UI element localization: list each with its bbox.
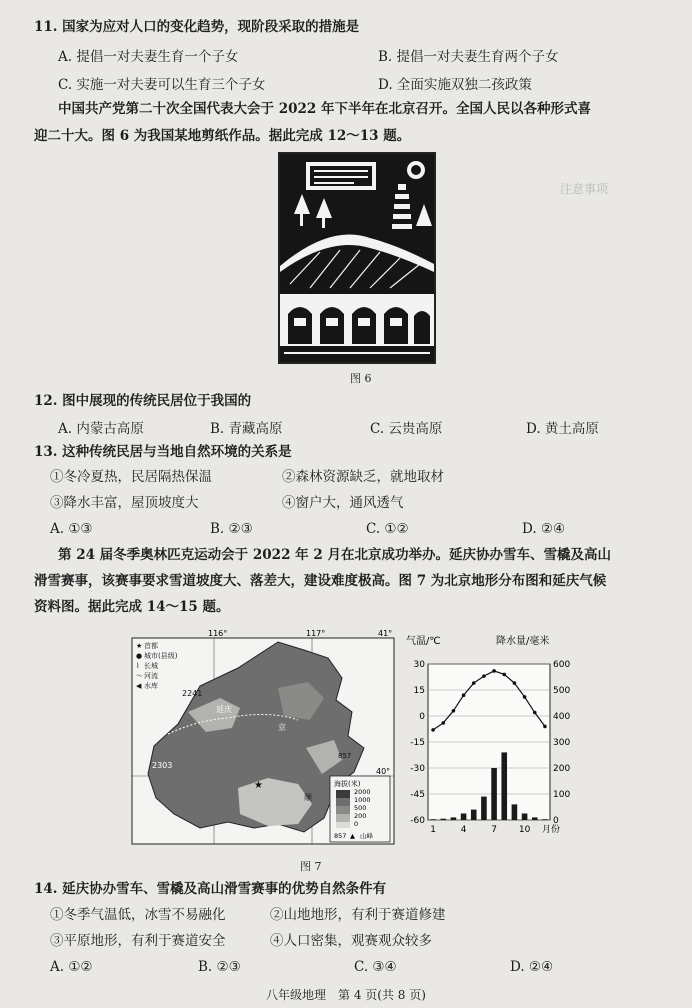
papercut-artwork (280, 154, 434, 362)
map-lat-41: 41° (378, 629, 393, 638)
elev-tick-1000: 1000 (354, 796, 371, 804)
q13-option-c: C. ①② (366, 521, 409, 537)
beijing-terrain-map (128, 628, 400, 850)
map-legend-city: 城市(县级) (144, 652, 178, 660)
q14-option-b: B. ②③ (198, 959, 241, 975)
map-elev-2303: 2303 (152, 761, 173, 770)
svg-text:●: ● (136, 652, 143, 660)
q13-option-d: D. ②④ (522, 521, 566, 537)
q13-option-a: A. ①③ (50, 521, 93, 537)
q13-option-b: B. ②③ (210, 521, 253, 537)
precip-bar (461, 814, 467, 821)
papercut-image (278, 152, 436, 364)
x-axis-label: 月份 (542, 825, 561, 835)
intro14-line1: 第 24 届冬季奥林匹克运动会于 2022 年 2 月在北京成功举办。延庆协办雪车、雪橇及高山 (58, 547, 611, 563)
map-svg (128, 628, 400, 850)
precip-bar (440, 819, 446, 820)
yanqing-climate-chart (404, 634, 576, 854)
map-label-yanqing: 延庆 (216, 705, 232, 714)
q12-option-b: B. 青藏高原 (210, 421, 283, 437)
right-tick-label: 500 (553, 686, 571, 696)
elev-tick-0: 0 (354, 820, 359, 828)
x-tick-label: 7 (491, 825, 497, 835)
q11-option-b: B. 提倡一对夫妻生育两个子女 (378, 49, 559, 65)
right-tick-label: 100 (553, 790, 571, 800)
map-lon-116: 116° (208, 629, 228, 638)
fig6-caption: 图 6 (350, 372, 372, 385)
left-tick-label: -60 (410, 816, 425, 826)
q13-statement-2: ②森林资源缺乏，就地取材 (282, 469, 444, 485)
x-tick-label: 1 (430, 825, 436, 835)
precip-bar (430, 819, 436, 820)
x-tick-label: 4 (460, 825, 467, 835)
q14-stem: 14. 延庆协办雪车、雪橇及高山滑雪赛事的优势自然条件有 (34, 881, 387, 897)
bleed-through-text: 注意事项 (560, 182, 609, 196)
temperature-point (533, 711, 537, 715)
map-legend-reservoir: 水库 (144, 682, 158, 690)
svg-text:⌇: ⌇ (136, 662, 140, 670)
right-tick-label: 300 (553, 738, 571, 748)
precip-bar (471, 810, 477, 820)
temperature-point (492, 669, 496, 673)
q12-option-d: D. 黄土高原 (526, 421, 599, 437)
temperature-point (452, 709, 456, 713)
q11-stem: 11. 国家为应对人口的变化趋势，现阶段采取的措施是 (34, 19, 360, 35)
q14-statement-4: ④人口密集，观赛观众较多 (270, 933, 432, 949)
precip-bar (512, 804, 518, 820)
q14-statement-1: ①冬季气温低，冰雪不易融化 (50, 907, 226, 923)
q14-statement-2: ②山地地形，有利于赛道修建 (270, 907, 446, 923)
precip-bar (481, 797, 487, 820)
q14-statement-3: ③平原地形，有利于赛道安全 (50, 933, 226, 949)
q14-option-c: C. ③④ (354, 959, 397, 975)
right-tick-label: 0 (553, 816, 559, 826)
map-legend-capital: 首都 (144, 642, 158, 650)
elev-tick-2000: 2000 (354, 788, 371, 796)
page-footer: 八年级地理 第 4 页(共 8 页) (266, 988, 426, 1002)
q11-option-d: D. 全面实施双独二孩政策 (378, 77, 532, 93)
temperature-point (441, 721, 445, 725)
peak-legend-label: 山峰 (360, 832, 373, 840)
temperature-point (472, 681, 476, 685)
elev-tick-200: 200 (354, 812, 367, 820)
temperature-point (502, 673, 506, 677)
precip-bar (501, 752, 507, 820)
temperature-point (462, 693, 466, 697)
q13-statement-4: ④窗户大，通风透气 (282, 495, 404, 511)
left-tick-label: -15 (410, 738, 425, 748)
left-tick-label: 30 (413, 660, 425, 670)
right-tick-label: 600 (553, 660, 571, 670)
temperature-point (482, 674, 486, 678)
left-tick-label: -45 (410, 790, 425, 800)
elev-tick-500: 500 (354, 804, 367, 812)
intro14-line2: 滑雪赛事，该赛事要求雪道坡度大、落差大，建设难度极高。图 7 为北京地形分布图和延庆气候 (34, 573, 607, 589)
temperature-point (543, 725, 547, 729)
intro12-line1: 中国共产党第二十次全国代表大会于 2022 年下半年在北京召开。全国人民以各种形式喜 (58, 101, 591, 117)
temperature-point (513, 681, 517, 685)
map-lon-117: 117° (306, 629, 326, 638)
q11-option-c: C. 实施一对夫妻可以生育三个子女 (58, 77, 266, 93)
climate-right-axis-label: 降水量/毫米 (496, 636, 550, 647)
temperature-point (523, 695, 527, 699)
intro14-line3: 资料图。据此完成 14～15 题。 (34, 599, 230, 615)
q12-stem: 12. 图中展现的传统民居位于我国的 (34, 393, 252, 409)
map-legend-river: 河流 (144, 672, 158, 680)
right-tick-label: 200 (553, 764, 571, 774)
precip-bar (451, 817, 457, 820)
svg-text:◀: ◀ (136, 682, 142, 690)
precip-bar (532, 817, 538, 820)
map-label-shun: 顺 (304, 793, 312, 802)
peak-legend-mark: ▲ (350, 832, 355, 840)
left-tick-label: -30 (410, 764, 425, 774)
climate-svg (404, 634, 576, 854)
fig7-caption: 图 7 (300, 860, 322, 873)
precip-bar (542, 819, 548, 820)
precip-bar (491, 768, 497, 820)
map-legend-great-wall: 长城 (144, 662, 158, 670)
q11-option-a: A. 提倡一对夫妻生育一个子女 (58, 49, 239, 65)
map-elev-857: 857 (338, 752, 352, 760)
q13-statement-1: ①冬冷夏热，民居隔热保温 (50, 469, 212, 485)
q12-option-c: C. 云贵高原 (370, 421, 443, 437)
q14-option-a: A. ①② (50, 959, 93, 975)
svg-text:～: ～ (136, 672, 143, 680)
map-label-jing: 京 (278, 723, 286, 732)
right-tick-label: 400 (553, 712, 571, 722)
q12-option-a: A. 内蒙古高原 (58, 421, 144, 437)
left-tick-label: 0 (419, 712, 425, 722)
left-tick-label: 15 (413, 686, 425, 696)
svg-text:★: ★ (136, 642, 143, 650)
q13-stem: 13. 这种传统民居与当地自然环境的关系是 (34, 444, 292, 460)
climate-plot-layer (410, 660, 570, 835)
elev-legend-title: 海拔(米) (334, 780, 361, 788)
map-capital-star: ★ (254, 780, 263, 791)
q13-statement-3: ③降水丰富，屋顶坡度大 (50, 495, 199, 511)
peak-legend-value: 857 (334, 832, 347, 840)
temperature-point (431, 728, 435, 732)
precip-bar (522, 814, 528, 821)
intro12-line2: 迎二十大。图 6 为我国某地剪纸作品。据此完成 12～13 题。 (34, 128, 411, 144)
map-elev-2241: 2241 (182, 689, 203, 698)
map-lat-40: 40° (376, 767, 391, 776)
climate-left-axis-label: 气温/℃ (406, 636, 441, 647)
x-tick-label: 10 (518, 825, 531, 835)
q14-option-d: D. ②④ (510, 959, 554, 975)
